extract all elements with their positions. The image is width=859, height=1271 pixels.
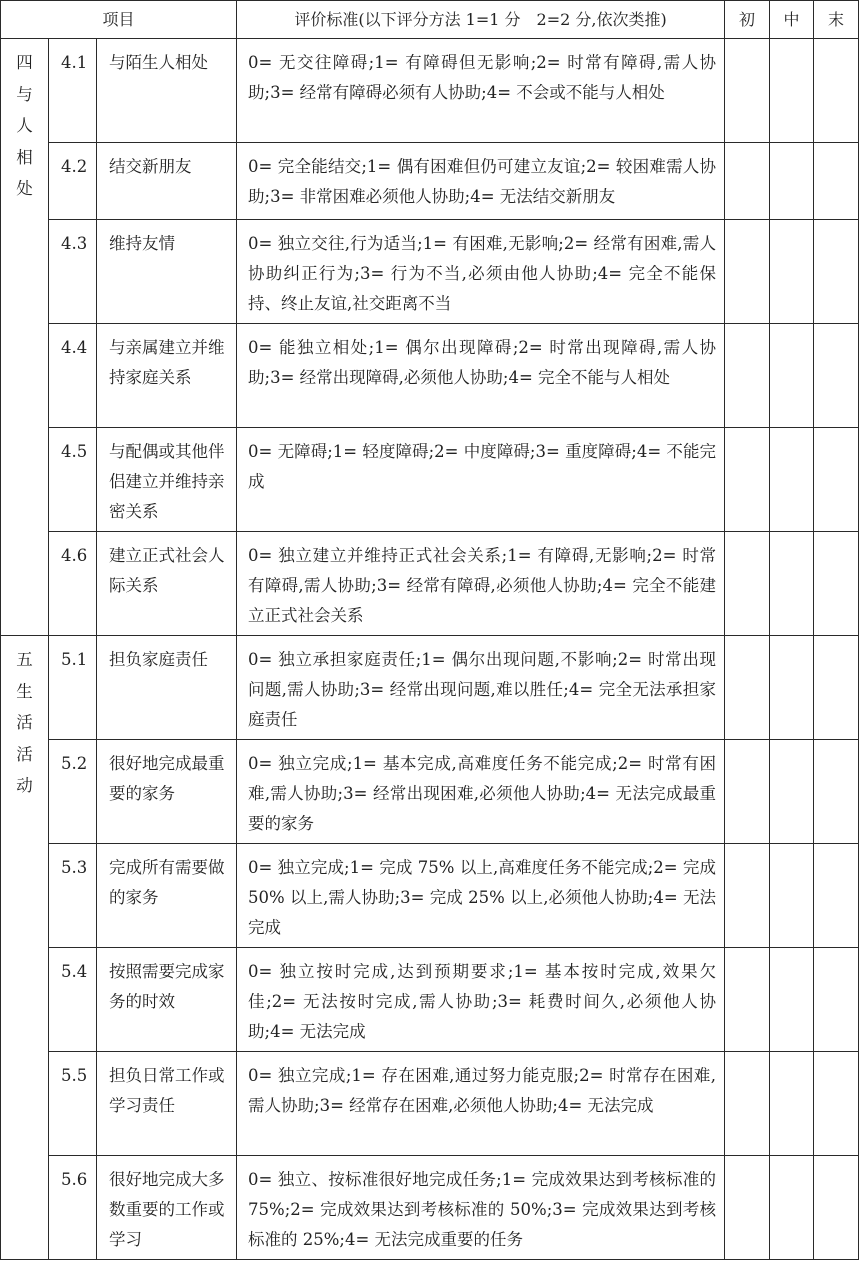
score-initial-cell	[725, 844, 770, 948]
score-initial-cell	[725, 532, 770, 636]
section-label	[1, 636, 49, 1260]
item-criteria: 0= 独立建立并维持正式社会关系;1= 有障碍,无影响;2= 时常有障碍,需人协助;3= 经常有障碍,必须他人协助;4= 完全不能建立正式社会关系	[237, 532, 725, 636]
item-name: 结交新朋友	[97, 143, 237, 220]
item-number: 5.3	[49, 844, 97, 948]
item-number: 4.5	[49, 428, 97, 532]
item-number: 5.4	[49, 948, 97, 1052]
table-row	[1, 220, 859, 324]
score-middle-cell	[770, 1156, 814, 1260]
item-criteria: 0= 独立完成;1= 基本完成,高难度任务不能完成;2= 时常有困难,需人协助;3= 经常出现困难,必须他人协助;4= 无法完成最重要的家务	[237, 740, 725, 844]
section-label-char: 相	[16, 147, 33, 167]
score-initial-cell	[725, 948, 770, 1052]
item-number: 4.3	[49, 220, 97, 324]
score-final-cell	[814, 636, 859, 740]
table-row	[1, 844, 859, 948]
section-label-char: 活	[16, 744, 33, 764]
item-name: 建立正式社会人际关系	[97, 532, 237, 636]
header-initial: 初	[725, 1, 770, 39]
section-label-char: 五	[16, 650, 33, 669]
item-criteria: 0= 独立完成;1= 存在困难,通过努力能克服;2= 时常存在困难,需人协助;3= 经常存在困难,必须他人协助;4= 无法完成	[237, 1052, 725, 1156]
table-row	[1, 636, 859, 740]
score-initial-cell	[725, 1156, 770, 1260]
table-row	[1, 39, 859, 143]
item-name: 很好地完成最重要的家务	[97, 740, 237, 844]
score-final-cell	[814, 532, 859, 636]
section-label-char: 动	[16, 776, 33, 795]
item-number: 4.1	[49, 39, 97, 143]
score-final-cell	[814, 948, 859, 1052]
header-item: 项目	[1, 1, 237, 39]
score-initial-cell	[725, 636, 770, 740]
table-row	[1, 948, 859, 1052]
item-criteria: 0= 独立承担家庭责任;1= 偶尔出现问题,不影响;2= 时常出现问题,需人协助;3= 经常出现问题,难以胜任;4= 完全无法承担家庭责任	[237, 636, 725, 740]
header-criteria: 评价标准(以下评分方法 1=1 分 2=2 分,依次类推)	[237, 1, 725, 39]
item-number: 4.4	[49, 324, 97, 428]
section-label-char: 与	[16, 84, 33, 104]
score-initial-cell	[725, 324, 770, 428]
score-middle-cell	[770, 844, 814, 948]
section-label-char: 活	[16, 713, 33, 732]
score-final-cell	[814, 143, 859, 220]
score-middle-cell	[770, 740, 814, 844]
item-number: 5.2	[49, 740, 97, 844]
score-middle-cell	[770, 324, 814, 428]
score-initial-cell	[725, 39, 770, 143]
score-initial-cell	[725, 428, 770, 532]
score-middle-cell	[770, 636, 814, 740]
table-row	[1, 740, 859, 844]
item-number: 5.6	[49, 1156, 97, 1260]
item-name: 与配偶或其他伴侣建立并维持亲密关系	[97, 428, 237, 532]
item-criteria: 0= 独立交往,行为适当;1= 有困难,无影响;2= 经常有困难,需人协助纠正行为;3= 行为不当,必须由他人协助;4= 完全不能保持、终止友谊,社交距离不当	[237, 220, 725, 324]
section-label-char: 处	[16, 179, 33, 198]
score-middle-cell	[770, 428, 814, 532]
score-middle-cell	[770, 220, 814, 324]
score-final-cell	[814, 220, 859, 324]
item-name: 按照需要完成家务的时效	[97, 948, 237, 1052]
score-middle-cell	[770, 532, 814, 636]
item-criteria: 0= 无交往障碍;1= 有障碍但无影响;2= 时常有障碍,需人协助;3= 经常有障碍必须有人协助;4= 不会或不能与人相处	[237, 39, 725, 143]
item-name: 完成所有需要做的家务	[97, 844, 237, 948]
score-middle-cell	[770, 948, 814, 1052]
table-row	[1, 1052, 859, 1156]
item-criteria: 0= 独立完成;1= 完成 75% 以上,高难度任务不能完成;2= 完成 50% 以上,需人协助;3= 完成 25% 以上,必须他人协助;4= 无法完成	[237, 844, 725, 948]
table-row	[1, 532, 859, 636]
item-name: 担负日常工作或学习责任	[97, 1052, 237, 1156]
score-middle-cell	[770, 1052, 814, 1156]
score-final-cell	[814, 844, 859, 948]
score-final-cell	[814, 324, 859, 428]
table-row	[1, 143, 859, 220]
header-row	[1, 1, 859, 39]
item-criteria: 0= 能独立相处;1= 偶尔出现障碍;2= 时常出现障碍,需人协助;3= 经常出现障碍,必须他人协助;4= 完全不能与人相处	[237, 324, 725, 428]
item-name: 担负家庭责任	[97, 636, 237, 740]
score-final-cell	[814, 39, 859, 143]
item-criteria: 0= 独立按时完成,达到预期要求;1= 基本按时完成,效果欠佳;2= 无法按时完成,需人协助;3= 耗费时间久,必须他人协助;4= 无法完成	[237, 948, 725, 1052]
section-label-char: 四	[16, 53, 33, 72]
header-middle: 中	[770, 1, 814, 39]
section-label	[1, 39, 49, 636]
score-middle-cell	[770, 143, 814, 220]
score-final-cell	[814, 1052, 859, 1156]
item-criteria: 0= 无障碍;1= 轻度障碍;2= 中度障碍;3= 重度障碍;4= 不能完成	[237, 428, 725, 532]
item-name: 与亲属建立并维持家庭关系	[97, 324, 237, 428]
item-name: 与陌生人相处	[97, 39, 237, 143]
header-final: 末	[814, 1, 859, 39]
item-number: 4.6	[49, 532, 97, 636]
score-final-cell	[814, 428, 859, 532]
item-criteria: 0= 完全能结交;1= 偶有困难但仍可建立友谊;2= 较困难需人协助;3= 非常困难必须他人协助;4= 无法结交新朋友	[237, 143, 725, 220]
table-row	[1, 1156, 859, 1260]
item-number: 5.1	[49, 636, 97, 740]
section-label-char: 生	[16, 681, 33, 701]
table-row	[1, 428, 859, 532]
item-number: 4.2	[49, 143, 97, 220]
table-row	[1, 324, 859, 428]
item-number: 5.5	[49, 1052, 97, 1156]
score-initial-cell	[725, 220, 770, 324]
score-initial-cell	[725, 1052, 770, 1156]
item-name: 维持友情	[97, 220, 237, 324]
section-label-char: 人	[16, 116, 33, 135]
score-initial-cell	[725, 143, 770, 220]
score-initial-cell	[725, 740, 770, 844]
score-final-cell	[814, 740, 859, 844]
score-middle-cell	[770, 39, 814, 143]
item-criteria: 0= 独立、按标准很好地完成任务;1= 完成效果达到考核标准的 75%;2= 完成效果达到考核标准的 50%;3= 完成效果达到考核标准的 25%;4= 无法完成重要的任务	[237, 1156, 725, 1260]
item-name: 很好地完成大多数重要的工作或学习	[97, 1156, 237, 1260]
score-final-cell	[814, 1156, 859, 1260]
